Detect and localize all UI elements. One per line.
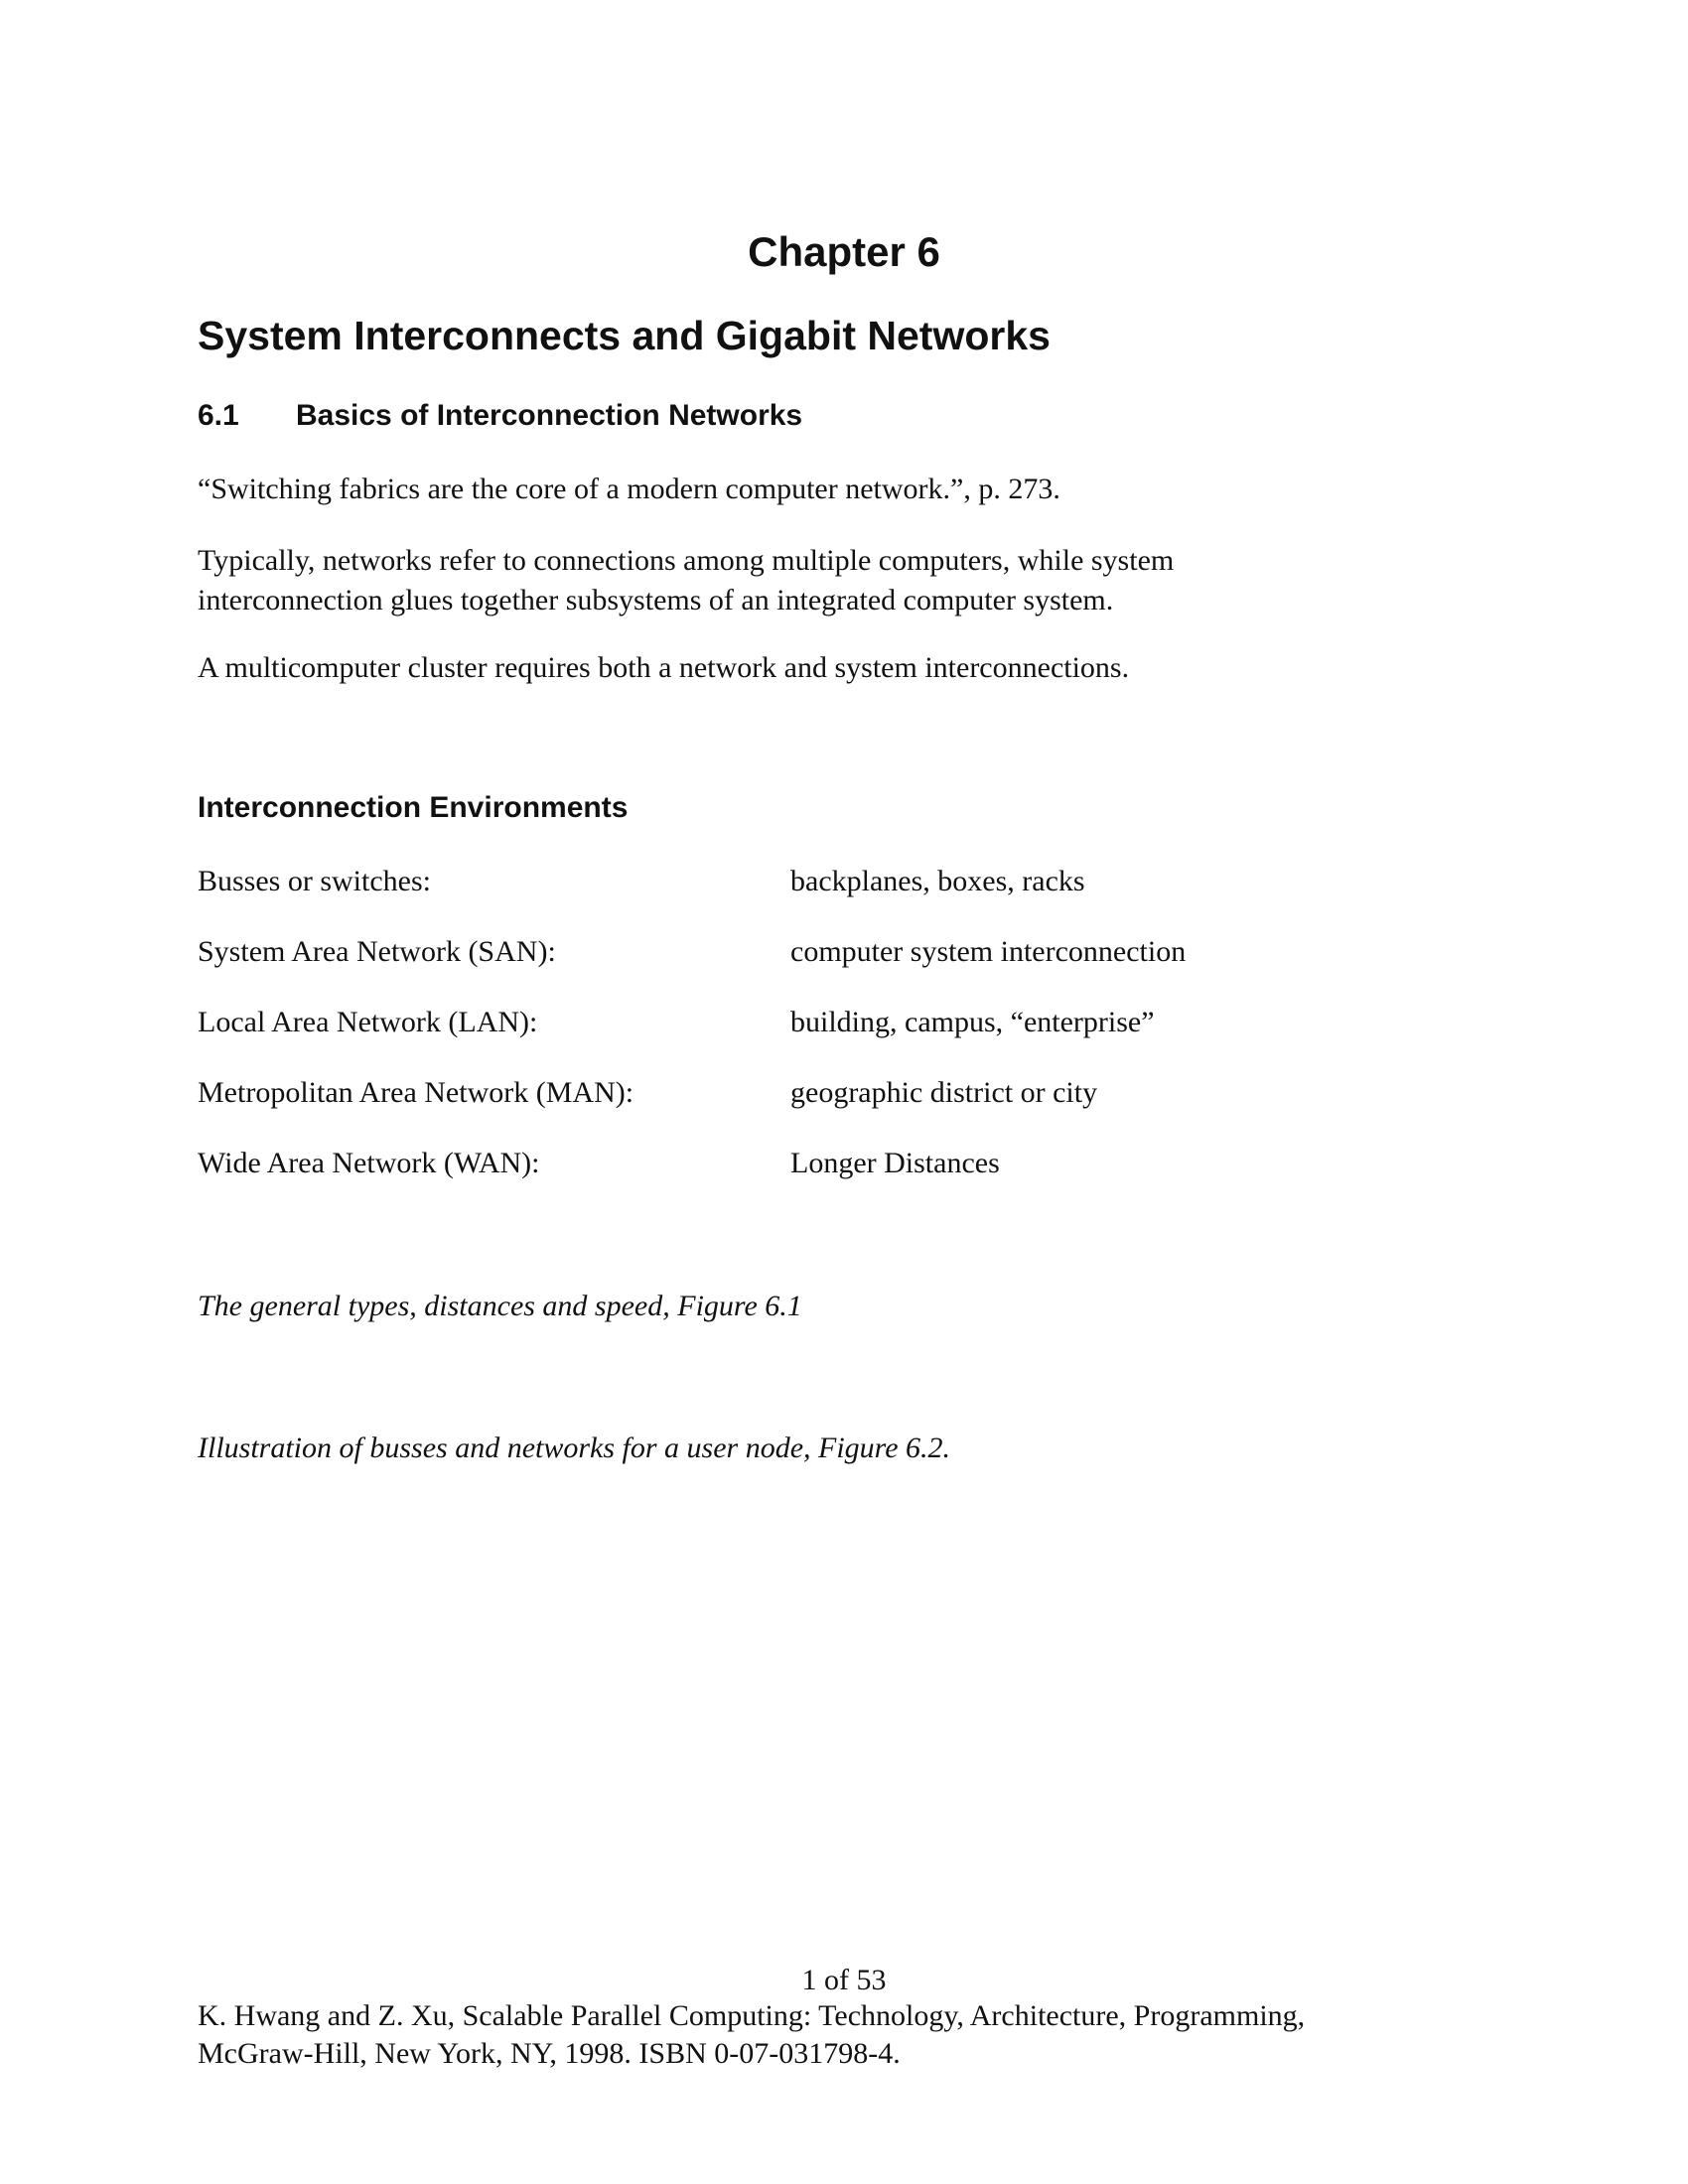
page-number: 1 of 53 [801, 1964, 887, 1996]
figure-6-2-reference: Illustration of busses and networks for a user node, Figure 6.2. [198, 1432, 951, 1464]
section-number: 6.1 [198, 399, 239, 432]
chapter-label: Chapter 6 [748, 228, 940, 275]
env-row-value: Longer Distances [790, 1147, 1000, 1179]
env-row-value: computer system interconnection [790, 935, 1187, 968]
section-title: Basics of Interconnection Networks [296, 399, 803, 432]
quote-paragraph: “Switching fabrics are the core of a modern computer network.”, p. 273. [198, 473, 1060, 505]
citation-line-1: K. Hwang and Z. Xu, Scalable Parallel Computing: Technology, Architecture, Programming, [198, 1999, 1306, 2032]
typically-paragraph-line-2: interconnection glues together subsystems of an integrated computer system. [198, 584, 1114, 616]
env-row-value: geographic district or city [790, 1076, 1098, 1109]
typically-paragraph-line-1: Typically, networks refer to connections among multiple computers, while system [198, 544, 1175, 577]
env-row-label: System Area Network (SAN): [198, 935, 556, 968]
env-row-label: Wide Area Network (WAN): [198, 1147, 540, 1179]
citation-line-2: McGraw-Hill, New York, NY, 1998. ISBN 0-07-031798-4. [198, 2037, 901, 2070]
multicomputer-paragraph: A multicomputer cluster requires both a network and system interconnections. [198, 651, 1130, 684]
env-row-value: building, campus, “enterprise” [790, 1006, 1155, 1038]
env-row-label: Local Area Network (LAN): [198, 1006, 538, 1038]
env-row-value: backplanes, boxes, racks [790, 865, 1085, 897]
env-row-label: Busses or switches: [198, 865, 431, 897]
figure-6-1-reference: The general types, distances and speed, Figure 6.1 [198, 1290, 802, 1322]
env-row-label: Metropolitan Area Network (MAN): [198, 1076, 634, 1109]
chapter-title: System Interconnects and Gigabit Networks [198, 313, 1051, 358]
environments-heading: Interconnection Environments [198, 791, 629, 824]
